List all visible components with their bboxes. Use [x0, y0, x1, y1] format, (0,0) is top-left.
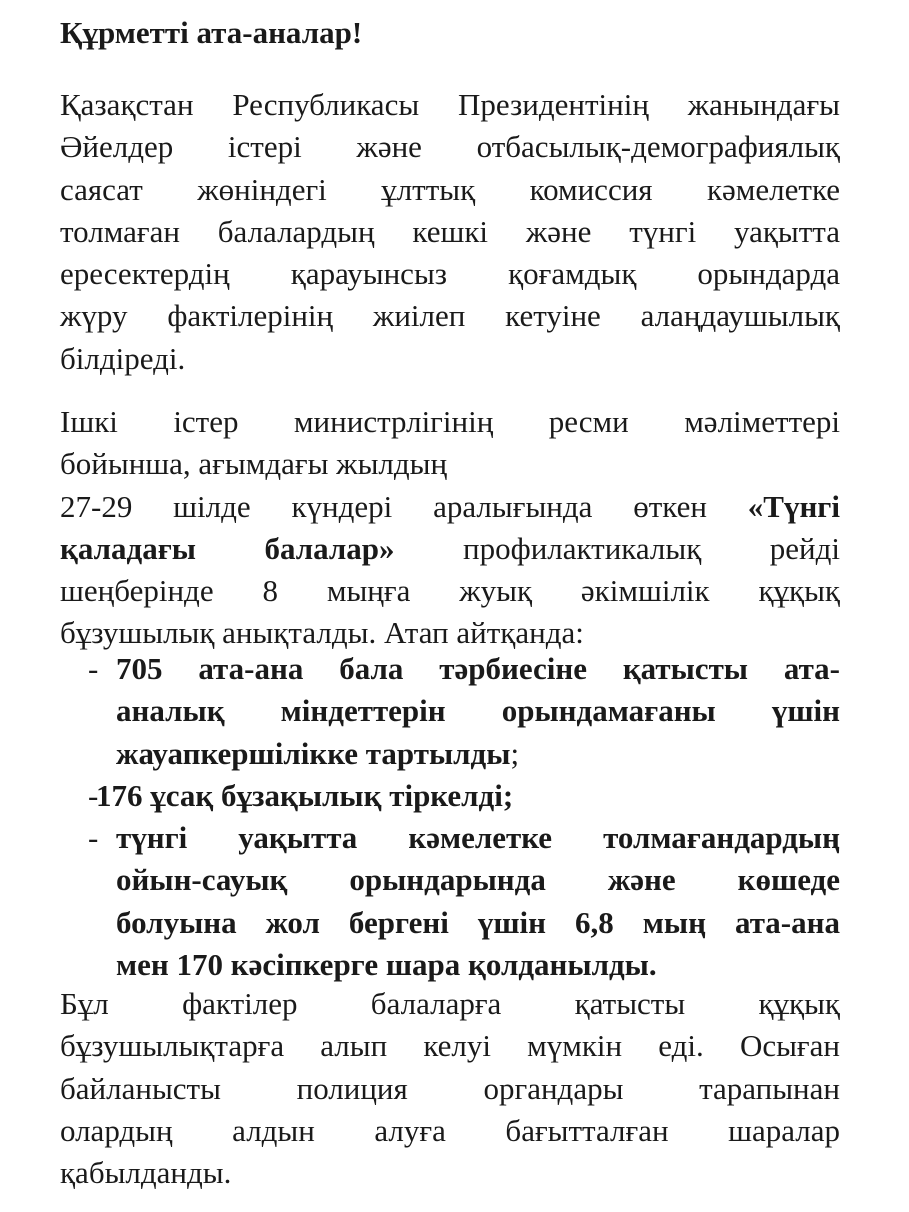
text-line: Қазақстан Республикасы Президентінің жанындағы	[60, 87, 840, 122]
page-title: Құрметті ата-аналар!	[60, 15, 363, 50]
raid-name-part2: қаладағы балалар»	[60, 530, 395, 566]
text-line: аналық міндеттерін орындамағаны үшін	[116, 693, 840, 729]
text-line: шеңберінде 8 мыңға жуық әкімшілік құқық	[60, 573, 840, 609]
text-segment: жауапкершілікке тартылды	[116, 735, 511, 771]
text-line: бұзушылықтарға алып келуі мүмкін еді. Осыған	[60, 1028, 840, 1064]
text-line: бұзушылық анықталды. Атап айтқанда:	[60, 615, 584, 651]
paragraph-statistics	[60, 401, 840, 655]
text-line: қабылданды.	[60, 1155, 232, 1191]
text-line: 176 ұсақ бұзақылық тіркелді;	[96, 777, 514, 813]
text-line: толмаған балалардың кешкі және түнгі уақытта	[60, 213, 840, 249]
text-line: жүру фактілерінің жиілеп кетуіне алаңдаушылық	[60, 298, 840, 334]
text-line: олардың алдын алуға бағытталған шаралар	[60, 1112, 840, 1148]
text-line	[60, 486, 840, 528]
list-item	[60, 648, 840, 775]
text-line: саясат жөніндегі ұлттық комиссия кәмелетке	[60, 171, 840, 207]
bullet-dash: -	[88, 777, 99, 813]
text-line: білдіреді.	[60, 340, 186, 376]
bullet-dash: -	[88, 651, 99, 686]
text-line: ересектердің қарауынсыз қоғамдық орындарда	[60, 256, 840, 292]
text-segment: профилактикалық рейді	[394, 530, 840, 566]
text-line: бойынша, ағымдағы жылдың	[60, 446, 448, 482]
text-segment: 27-29 шілде күндері аралығында өткен	[60, 488, 748, 524]
text-line: ойын-сауық орындарында және көшеде	[116, 862, 840, 898]
bullet-dash: -	[88, 820, 99, 856]
list-item	[60, 817, 840, 986]
list-item	[60, 775, 840, 817]
text-line	[60, 528, 840, 570]
violations-list	[60, 648, 840, 986]
raid-name-part1: «Түнгі	[747, 488, 840, 524]
text-line: 705 ата-ана бала тәрбиесіне қатысты ата-	[116, 651, 840, 686]
text-line: түнгі уақытта кәмелетке толмағандардың	[116, 820, 840, 856]
paragraph-conclusion	[60, 983, 840, 1194]
text-line: болуына жол бергені үшін 6,8 мың ата-ана	[116, 904, 840, 940]
text-line	[116, 733, 840, 775]
text-line: мен 170 кәсіпкерге шара қолданылды.	[116, 947, 657, 983]
text-line: байланысты полиция органдары тарапынан	[60, 1070, 840, 1106]
text-line: Әйелдер істері және отбасылық-демографиялық	[60, 129, 840, 165]
paragraph-concern	[60, 84, 840, 380]
text-line: Бұл фактілер балаларға қатысты құқық	[60, 986, 840, 1021]
text-segment: ;	[510, 735, 520, 771]
text-line: Ішкі істер министрлігінің ресми мәліметтері	[60, 404, 840, 439]
